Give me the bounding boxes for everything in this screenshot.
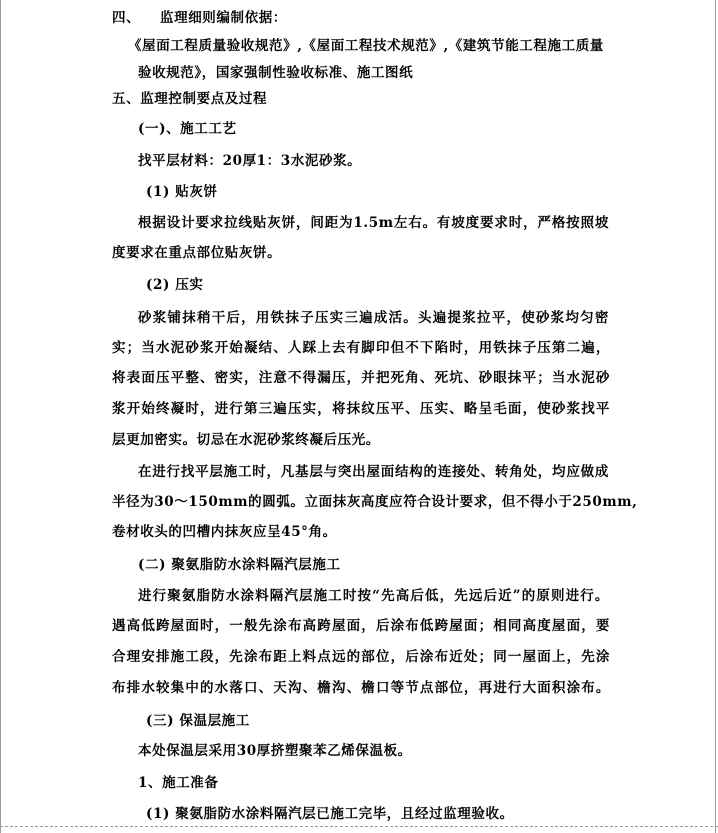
part1-para3-line2: 半径为30～150mm的圆弧。立面抹灰高度应符合设计要求，但不得小于250mm, (112, 494, 638, 510)
step2-para-line4: 浆开始终凝时，进行第三遍压实，将抹纹压平、压实、略呈毛面，使砂浆找平 (112, 401, 610, 417)
section4-number: 四、 (112, 10, 141, 26)
step2-para-line1: 砂浆铺抹稍干后，用铁抹子压实三遍成活。头遍提浆拉平，使砂浆均匀密 (138, 310, 609, 326)
step2-para-line2: 实；当水泥砂浆开始凝结、人踩上去有脚印但不下陷时，用铁抹子压第二遍， (112, 340, 610, 356)
part2-heading: (二) 聚氨脂防水涂料隔汽层施工 (138, 557, 341, 573)
part2-para-line3: 合理安排施工段，先涂布距上料点远的部位，后涂布近处；同一屋面上，先涂 (112, 649, 610, 665)
part1-material: 找平层材料：20厚1：3水泥砂浆。 (138, 153, 362, 169)
step1-para-line2: 度要求在重点部位贴灰饼。 (112, 245, 282, 261)
page-border-left (0, 0, 1, 833)
section4-title: 监理细则编制依据： (160, 10, 287, 26)
part3-sub1-heading: 1、施工准备 (138, 775, 219, 791)
section5-title: 五、监理控制要点及过程 (112, 91, 268, 107)
part3-heading: (三) 保温层施工 (146, 713, 250, 729)
step2-heading: (2) 压实 (146, 277, 204, 293)
part2-para-line2: 遇高低跨屋面时，一般先涂布高跨屋面，后涂布低跨屋面；相同高度屋面，要 (112, 618, 610, 634)
step1-heading: (1) 贴灰饼 (146, 184, 218, 200)
part2-para-line1: 进行聚氨脂防水涂料隔汽层施工时按“先高后低，先远后近”的原则进行。 (138, 588, 609, 604)
section4-basis-line2: 验收规范》，国家强制性验收标准、施工图纸 (138, 65, 414, 81)
part3-intro: 本处保温层采用30厚挤塑聚苯乙烯保温板。 (138, 743, 412, 759)
part1-heading: (一)、施工工艺 (138, 121, 237, 137)
step2-para-line3: 将表面压平整、密实，注意不得漏压，并把死角、死坑、砂眼抹平；当水泥砂 (112, 370, 610, 386)
part1-para3-line3: 卷材收头的凹槽内抹灰应呈45°角。 (112, 524, 337, 540)
page-border-right (715, 0, 716, 833)
part3-sub1-item1: (1) 聚氨脂防水涂料隔汽层已施工完毕，且经过监理验收。 (146, 806, 514, 822)
part2-para-line4: 布排水较集中的水落口、天沟、檐沟、檐口等节点部位，再进行大面积涂布。 (112, 680, 610, 696)
step2-para-line5: 层更加密实。切忌在水泥砂浆终凝后压光。 (112, 432, 380, 448)
part1-para3-line1: 在进行找平层施工时，凡基层与突出屋面结构的连接处、转角处，均应做成 (138, 464, 609, 480)
step1-para-line1: 根据设计要求拉线贴灰饼，间距为1.5m左右。有坡度要求时，严格按照坡 (138, 215, 609, 231)
section4-basis-line1: 《屋面工程质量验收规范》,《屋面工程技术规范》,《建筑节能工程施工质量 (128, 38, 604, 54)
page-bottom-rule (0, 826, 718, 827)
